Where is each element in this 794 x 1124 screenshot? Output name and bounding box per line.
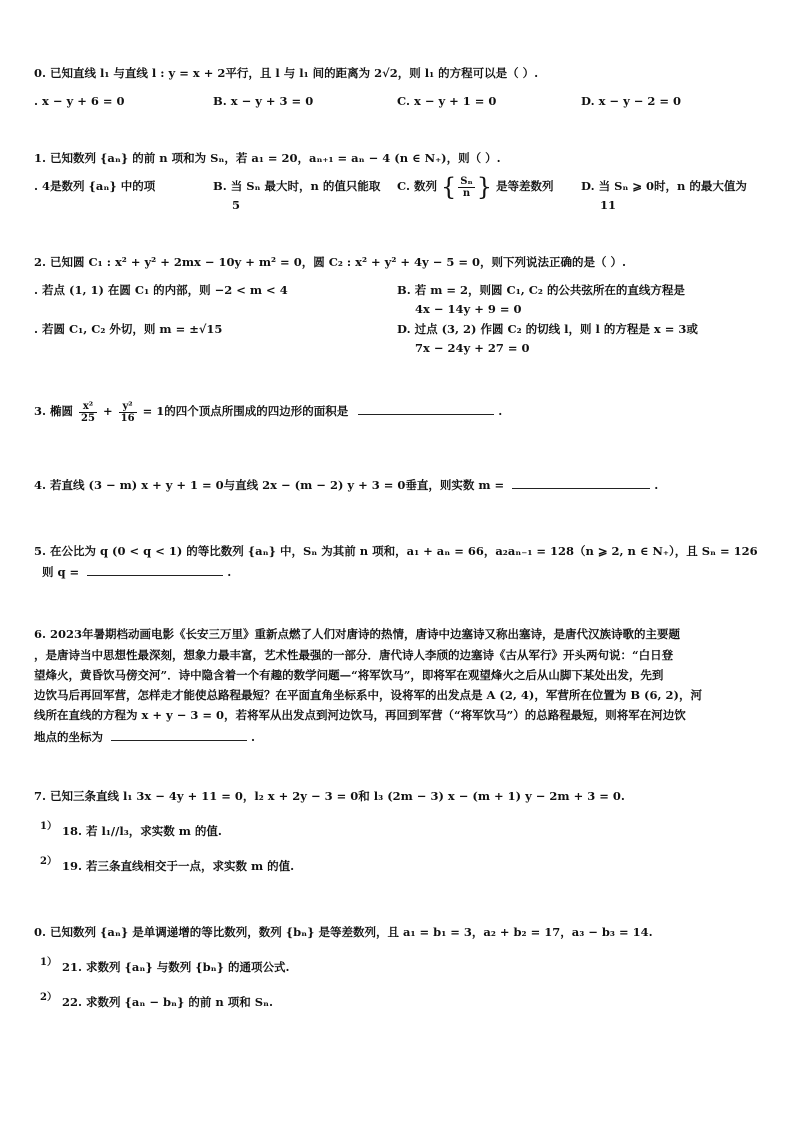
q13-fraction-1 <box>79 401 97 424</box>
q15-end: . <box>227 565 232 579</box>
q12-option-d-line1: D. 过点 (3, 2) 作圆 C₂ 的切线 l，则 l 的方程是 x = 3或 <box>397 322 698 336</box>
q11-fraction-numerator: Sₙ <box>460 175 473 187</box>
q16-line4: 边饮马后再回军营，怎样走才能使总路程最短？在平面直角坐标系中，设将军的出发点是 A (2, 4)，军营所在位置为 B (6, 2)，河 <box>34 688 702 702</box>
q11-fraction-denominator: n <box>462 187 471 199</box>
q10-stem: 0. 已知直线 l₁ 与直线 l : y = x + 2平行，且 l 与 l₁ 间的距离为 2√2，则 l₁ 的方程可以是（ ）. <box>34 66 539 80</box>
q16-line5: 线所在直线的方程为 x + y − 3 = 0，若将军从出发点到河边饮马，再回到军营（“将军饮马”）的总路程最短，则将军在河边饮 <box>34 708 686 722</box>
q11-stem: 1. 已知数列 {aₙ} 的前 n 项和为 Sₙ，若 a₁ = 20，aₙ₊₁ = aₙ − 4 (n ∈ N₊)，则（ ）. <box>34 151 501 165</box>
q10-option-a: . x − y + 6 = 0 <box>34 94 125 108</box>
q12-option-a: . 若点 (1, 1) 在圆 C₁ 的内部，则 −2 < m < 4 <box>34 283 288 297</box>
q16-stem-tail: 地点的坐标为 <box>34 730 103 744</box>
q16-line2: ，是唐诗当中思想性最深刻，想象力最丰富，艺术性最强的一部分．唐代诗人李颀的边塞诗《古从军行》开头两句说：“白日登 <box>34 648 674 662</box>
q14-answer-blank[interactable] <box>512 476 650 489</box>
q16-answer-blank[interactable] <box>111 728 247 741</box>
q13-text <box>34 397 502 425</box>
q14-text <box>34 476 658 492</box>
q15-answer-blank[interactable] <box>87 563 223 576</box>
q12-option-b-line2: 4x − 14y + 9 = 0 <box>415 302 522 316</box>
q16-line6 <box>34 728 255 744</box>
q17-part1: 18. 若 l₁//l₃，求实数 m 的值. <box>62 824 222 838</box>
q14-stem: 4. 若直线 (3 − m) x + y + 1 = 0与直线 2x − (m − 2) y + 3 = 0垂直，则实数 m = <box>34 478 505 492</box>
left-brace: { <box>440 173 457 201</box>
q18-part2-mark: 2） <box>40 992 57 1003</box>
q13-suffix: = 1的四个顶点所围成的四边形的面积是 <box>142 404 349 418</box>
q10-option-d: D. x − y − 2 = 0 <box>581 94 682 108</box>
q17-part1-mark: 1） <box>40 821 57 832</box>
q14-end: . <box>654 478 659 492</box>
q17-part2-mark: 2） <box>40 856 57 867</box>
q13-fraction-2-numerator: y² <box>119 401 137 413</box>
q13-fraction-1-numerator: x² <box>79 401 97 413</box>
q16-end: . <box>251 730 256 744</box>
q16-line3: 望烽火，黄昏饮马傍交河”．诗中隐含着一个有趣的数学问题—“将军饮马”，即将军在观望烽火之后从山脚下某处出发，先到 <box>34 668 664 682</box>
q13-fraction-2 <box>119 401 137 424</box>
q12-option-b-line1: B. 若 m = 2，则圆 C₁, C₂ 的公共弦所在的直线方程是 <box>397 283 685 297</box>
q13-answer-blank[interactable] <box>358 402 494 415</box>
q11-option-b-line2: 5 <box>232 198 241 212</box>
q15-line1: 5. 在公比为 q (0 < q < 1) 的等比数列 {aₙ} 中，Sₙ 为其前 n 项和，a₁ + aₙ = 66，a₂aₙ₋₁ = 128（n ⩾ 2, n ∈ N₊），且 Sₙ = 126 <box>34 544 758 558</box>
q11-option-d-line1: D. 当 Sₙ ⩾ 0时，n 的最大值为 <box>581 179 747 193</box>
q12-option-d-line2: 7x − 24y + 27 = 0 <box>415 341 530 355</box>
q16-line1: 6. 2023年暑期档动画电影《长安三万里》重新点燃了人们对唐诗的热情，唐诗中边塞诗又称出塞诗，是唐代汉族诗歌的主要题 <box>34 627 681 641</box>
q11-option-c <box>397 172 553 201</box>
q11-option-c-prefix: C. 数列 <box>397 179 437 193</box>
q18-stem: 0. 已知数列 {aₙ} 是单调递增的等比数列，数列 {bₙ} 是等差数列，且 a₁ = b₁ = 3，a₂ + b₂ = 17，a₃ − b₃ = 14. <box>34 925 653 939</box>
q13-plus: + <box>102 404 113 418</box>
q18-part1: 21. 求数列 {aₙ} 与数列 {bₙ} 的通项公式. <box>62 960 290 974</box>
q10-option-c: C. x − y + 1 = 0 <box>397 94 497 108</box>
q15-line2 <box>42 563 231 579</box>
q13-fraction-2-denominator: 16 <box>120 412 135 424</box>
q11-option-b-line1: B. 当 Sₙ 最大时，n 的值只能取 <box>213 179 381 193</box>
q11-option-a: . 4是数列 {aₙ} 中的项 <box>34 179 156 193</box>
right-brace: } <box>476 173 492 201</box>
q17-stem: 7. 已知三条直线 l₁ 3x − 4y + 11 = 0，l₂ x + 2y − 3 = 0和 l₃ (2m − 3) x − (m + 1) y − 2m + 3 = 0. <box>34 789 625 803</box>
q12-stem: 2. 已知圆 C₁ : x² + y² + 2mx − 10y + m² = 0，圆 C₂ : x² + y² + 4y − 5 = 0，则下列说法正确的是（ ）. <box>34 255 627 269</box>
q15-stem-tail: 则 q = <box>42 565 80 579</box>
q11-option-d-line2: 11 <box>600 198 617 212</box>
q10-option-b: B. x − y + 3 = 0 <box>213 94 314 108</box>
q12-option-c: . 若圆 C₁, C₂ 外切，则 m = ±√15 <box>34 322 223 336</box>
q18-part1-mark: 1） <box>40 957 57 968</box>
q13-prefix: 3. 椭圆 <box>34 404 74 418</box>
q18-part2: 22. 求数列 {aₙ − bₙ} 的前 n 项和 Sₙ. <box>62 995 274 1009</box>
q13-fraction-1-denominator: 25 <box>81 412 95 424</box>
q13-end: . <box>498 404 503 418</box>
q17-part2: 19. 若三条直线相交于一点，求实数 m 的值. <box>62 859 295 873</box>
q11-fraction <box>458 176 474 199</box>
q11-option-c-suffix: 是等差数列 <box>495 179 554 193</box>
